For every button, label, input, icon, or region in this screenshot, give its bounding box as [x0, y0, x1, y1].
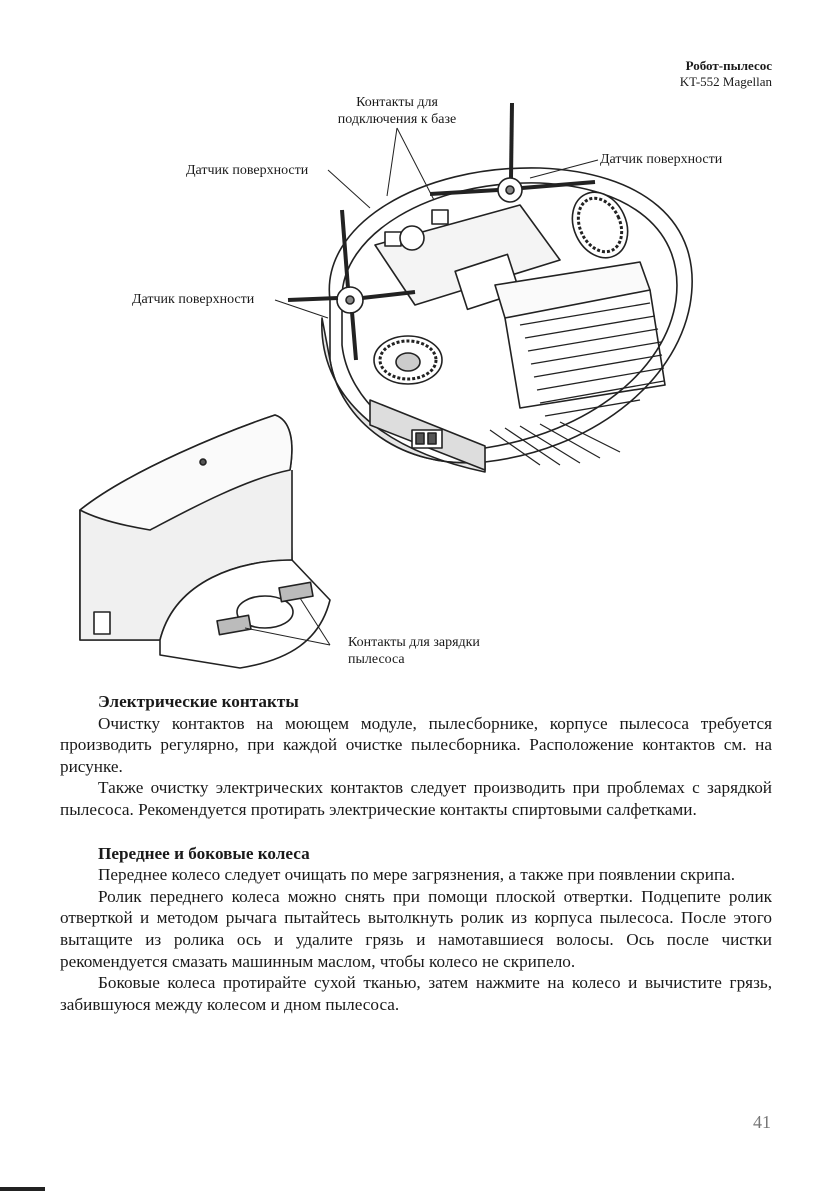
page-number: 41: [753, 1112, 771, 1132]
left-drive-wheel: [374, 336, 442, 384]
paragraph: Боковые колеса протирайте сухой тканью, затем нажмите на колесо и вычистите грязь, забившуюся между колесом и дном пылесоса.: [60, 973, 772, 1014]
header-title: Робот-пылесос: [685, 58, 772, 73]
section-heading-wheels: Переднее и боковые колеса: [98, 843, 310, 863]
footer-mark: [0, 1187, 45, 1191]
label-surface-sensor-right: Датчик поверхности: [600, 152, 723, 167]
label-surface-sensor-left-mid: Датчик поверхности: [132, 292, 255, 307]
label-contacts-base-line2: подключения к базе: [337, 112, 457, 127]
label-contacts-base: [330, 94, 464, 128]
label-charge-contacts-line2: пылесоса: [348, 652, 405, 667]
header-model: KT-552 Magellan: [679, 74, 772, 89]
label-surface-sensor-left-top: Датчик поверхности: [186, 163, 309, 178]
body-text: [60, 691, 772, 1015]
label-charge-contacts: [348, 634, 480, 668]
label-charge-contacts-line1: Контакты для зарядки: [348, 635, 480, 650]
charging-base-drawing: [80, 415, 330, 668]
section-heading-electrical-contacts: Электрические контакты: [98, 692, 299, 711]
paragraph: Очистку контактов на моющем модуле, пылесборнике, корпусе пылесоса требуется производить регулярно, при каждой очистке пылесборника. Расположение контактов см. на рисунке.: [60, 713, 772, 776]
paragraph: Ролик переднего колеса можно снять при помощи плоской отвертки. Подцепите ролик отверткой и методом рычага пытайтесь вытолкнуть ролик из корпуса пылесоса. После этого вытащите из ролика ось и удалите грязь и намотавшиеся волосы. Ось после чистки рекомендуется смазать машинным маслом, чтобы колесо не скрипело.: [60, 886, 772, 971]
paragraph: Переднее колесо следует очищать по мере загрязнения, а также при появлении скрипа.: [98, 865, 736, 885]
paragraph: Также очистку электрических контактов следует производить при проблемах с зарядкой пылесоса. Рекомендуется протирать электрические контакты спиртовыми салфетками.: [60, 778, 772, 819]
label-contacts-base-line1: Контакты для: [356, 95, 438, 110]
